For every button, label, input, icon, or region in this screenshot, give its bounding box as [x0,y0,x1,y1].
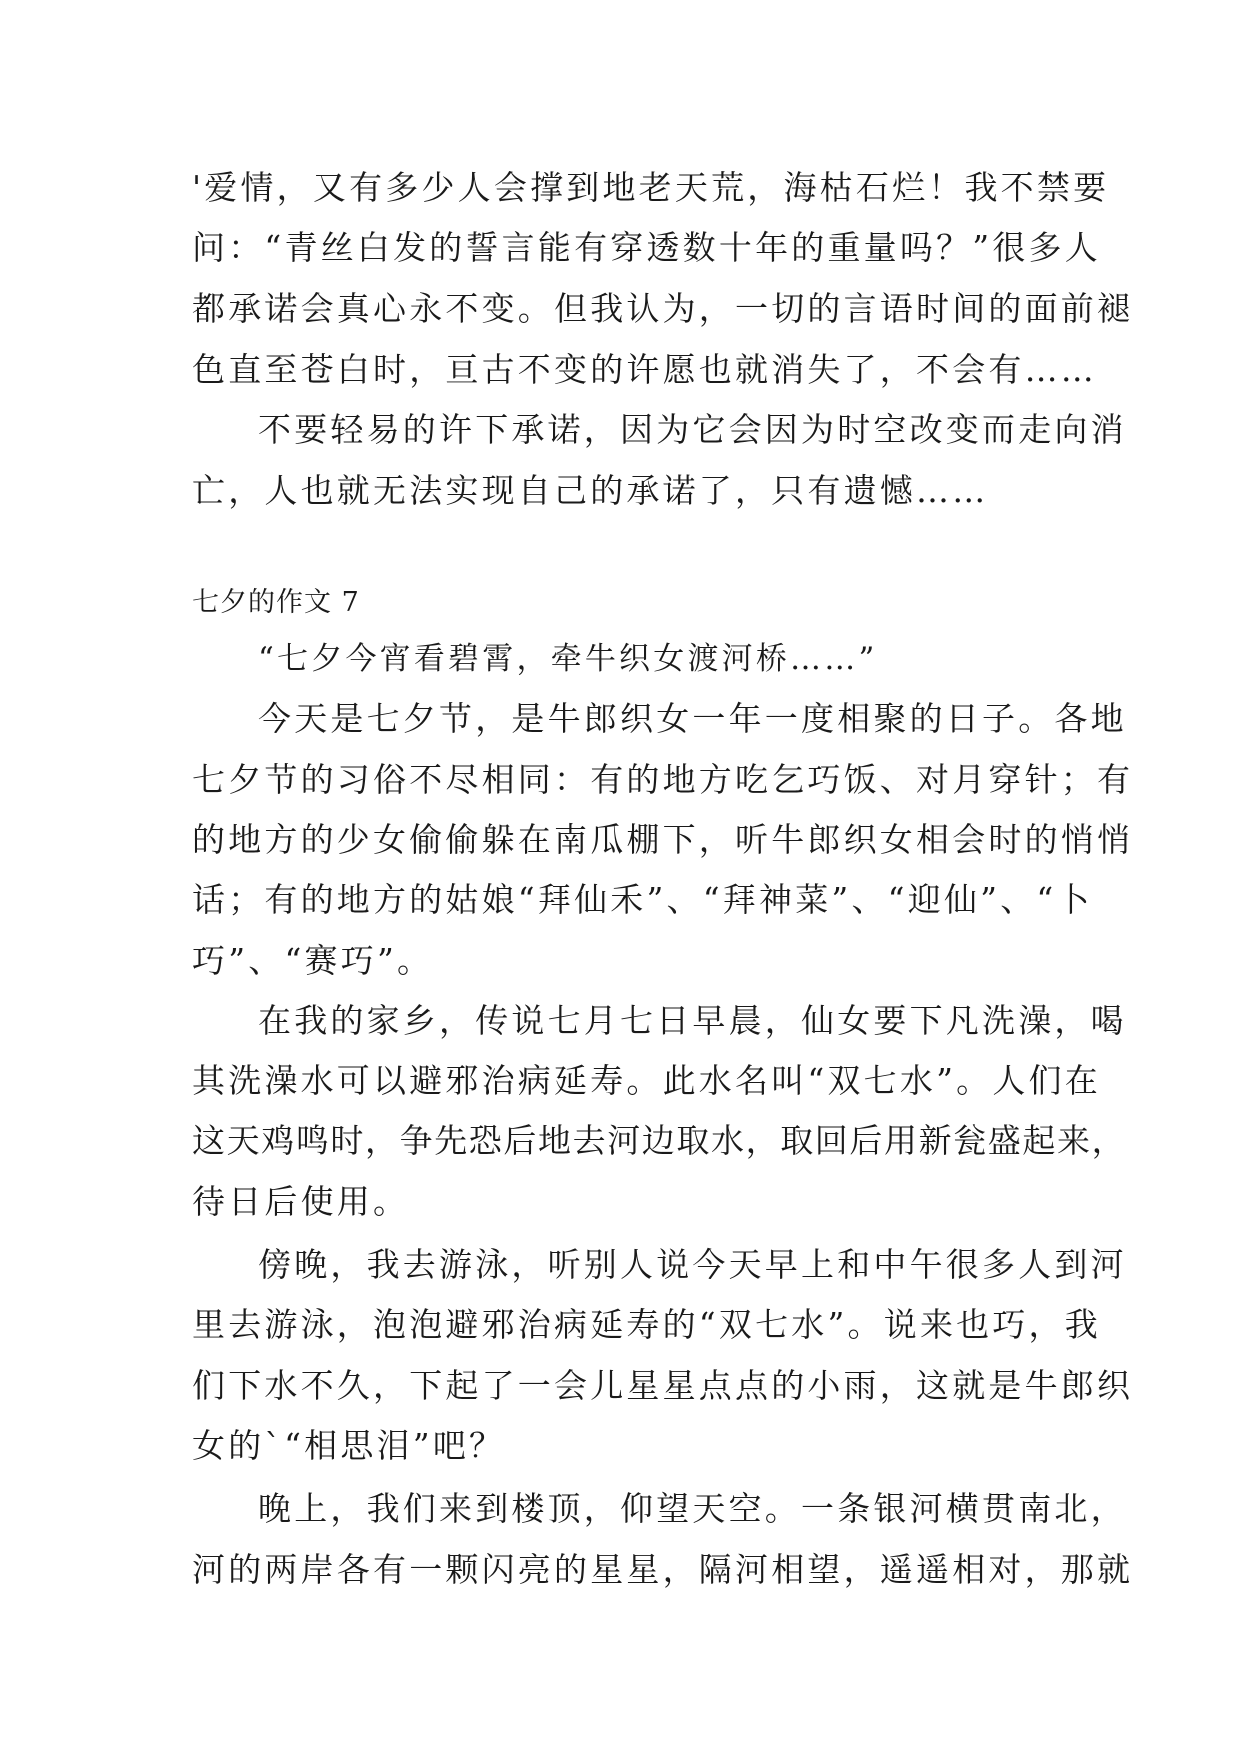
text-line: 的地方的少女偷偷躲在南瓜棚下，听牛郎织女相会时的悄悄 [192,820,1134,859]
text-line: 巧”、“赛巧”。 [192,941,434,980]
text-line: 七夕节的习俗不尽相同：有的地方吃乞巧饭、对月穿针；有 [192,760,1134,799]
text-line: 色直至苍白时，亘古不变的许愿也就消失了，不会有…… [192,350,1097,389]
text-line: 这天鸡鸣时，争先恐后地去河边取水，取回后用新瓮盛起来， [192,1121,1127,1160]
paragraph-first-line: 晚上，我们来到楼顶，仰望天空。一条银河横贯南北， [258,1489,1127,1528]
text-line: '爱情，又有多少人会撑到地老天荒，海枯石烂！我不禁要 [192,168,1110,207]
paragraph-first-line: 不要轻易的许下承诺，因为它会因为时空改变而走向消 [258,410,1127,449]
text-line: 待日后使用。 [192,1182,410,1221]
text-line: 河的两岸各有一颗闪亮的星星，隔河相望，遥遥相对，那就 [192,1550,1134,1589]
text-line: 亡，人也就无法实现自己的承诺了，只有遗憾…… [192,471,989,510]
text-line: 其洗澡水可以避邪治病延寿。此水名叫“双七水”。人们在 [192,1061,1101,1100]
text-line: 话；有的地方的姑娘“拜仙禾”、“拜神菜”、“迎仙”、“卜 [192,880,1093,919]
paragraph-first-line: 今天是七夕节，是牛郎织女一年一度相聚的日子。各地 [258,699,1127,738]
paragraph-first-line: 傍晚，我去游泳，听别人说今天早上和中午很多人到河 [258,1245,1127,1284]
text-line: 都承诺会真心永不变。但我认为，一切的言语时间的面前褪 [192,289,1134,328]
quote-line: “七夕今宵看碧霄，牵牛织女渡河桥……” [258,641,878,677]
text-line: 女的`“相思泪”吧？ [192,1426,506,1465]
essay-title: 七夕的作文 7 [192,587,360,618]
text-line: 里去游泳，泡泡避邪治病延寿的“双七水”。说来也巧，我 [192,1305,1101,1344]
text-line: 问：“青丝白发的誓言能有穿透数十年的重量吗？”很多人 [192,228,1101,267]
text-line: 们下水不久，下起了一会儿星星点点的小雨，这就是牛郎织 [192,1366,1134,1405]
paragraph-first-line: 在我的家乡，传说七月七日早晨，仙女要下凡洗澡，喝 [258,1001,1127,1040]
